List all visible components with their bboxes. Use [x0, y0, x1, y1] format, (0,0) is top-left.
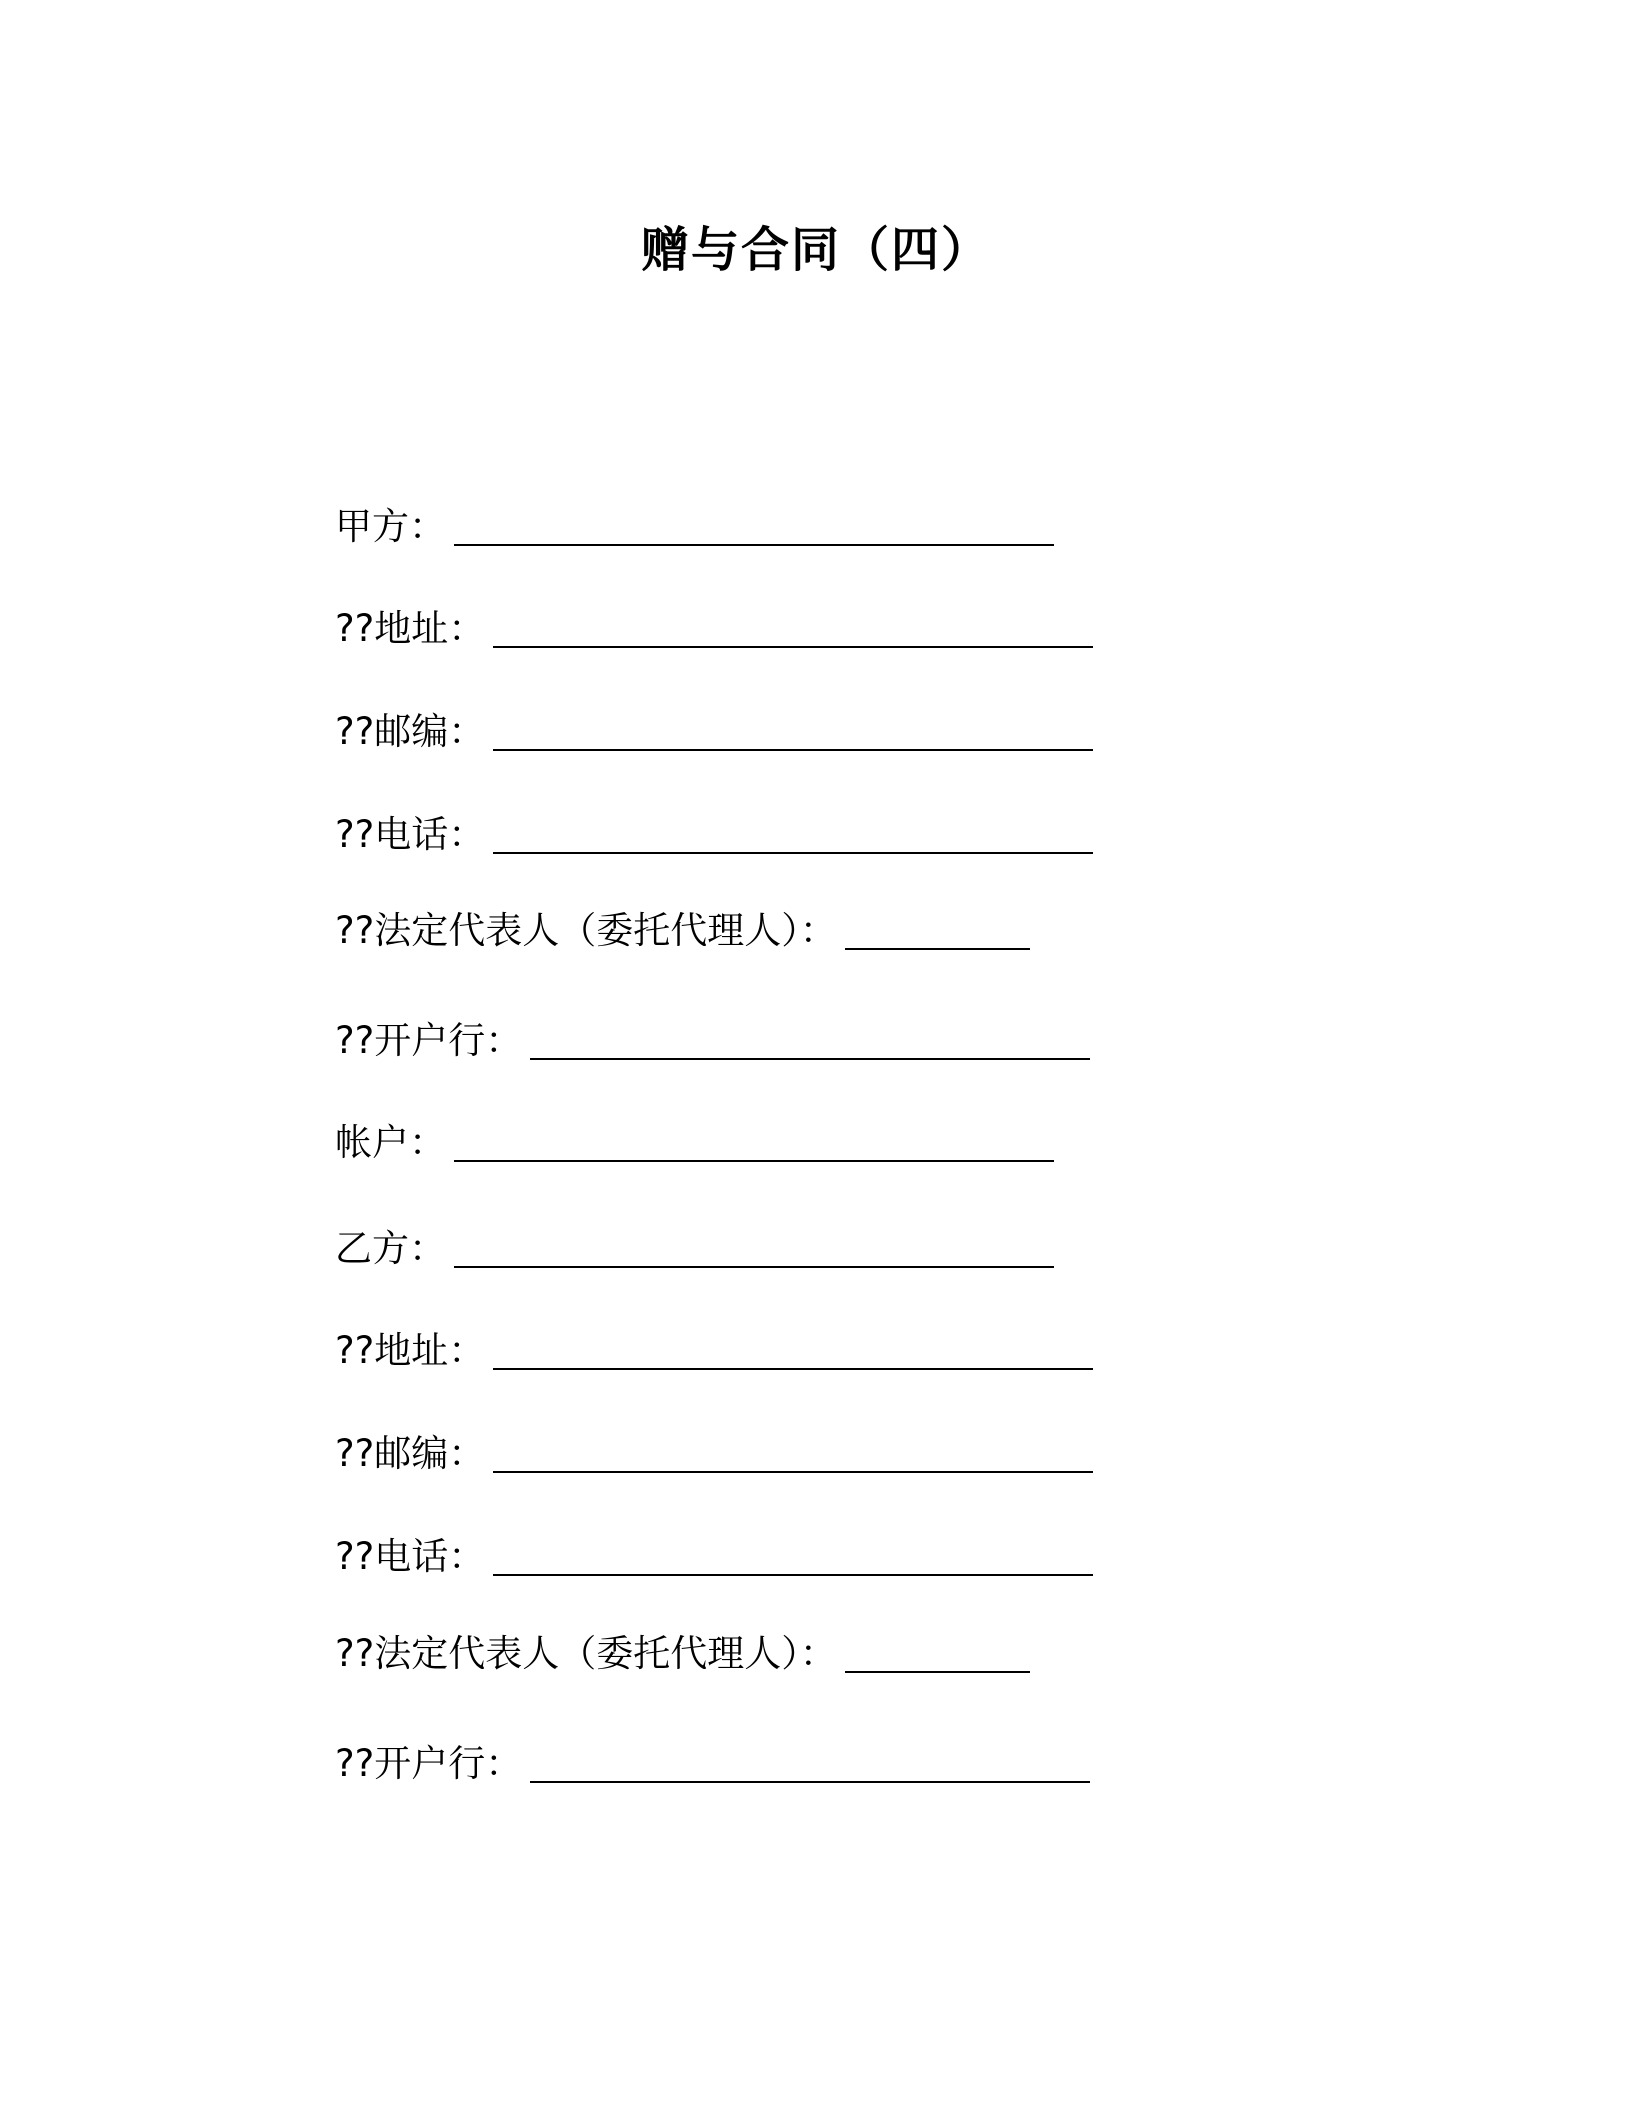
blank-line[interactable]: [845, 1671, 1030, 1673]
field-party-a-postcode: [335, 707, 1093, 757]
blank-line[interactable]: [493, 749, 1093, 751]
field-label: ??电话：: [335, 813, 486, 856]
field-party-a-address: [335, 604, 1093, 654]
blank-line[interactable]: [845, 948, 1030, 950]
document-title: 赠与合同（四）: [640, 222, 991, 278]
field-label: 帐户：: [335, 1121, 446, 1164]
blank-line[interactable]: [530, 1781, 1090, 1783]
blank-line[interactable]: [493, 1471, 1093, 1473]
field-party-a-representative: [335, 906, 1030, 956]
field-party-a-phone: [335, 810, 1093, 860]
field-party-b-phone: [335, 1532, 1093, 1582]
blank-line[interactable]: [454, 544, 1054, 546]
field-label: ??开户行：: [335, 1742, 523, 1785]
blank-line[interactable]: [493, 646, 1093, 648]
field-party-b-name: [335, 1224, 1054, 1274]
blank-line[interactable]: [454, 1266, 1054, 1268]
field-label: ??地址：: [335, 607, 486, 650]
field-label: ??邮编：: [335, 710, 486, 753]
field-label: ??法定代表人（委托代理人）：: [335, 1632, 837, 1675]
field-party-b-representative: [335, 1629, 1030, 1679]
blank-line[interactable]: [493, 1368, 1093, 1370]
field-party-b-address: [335, 1326, 1093, 1376]
field-label: ??地址：: [335, 1329, 486, 1372]
blank-line[interactable]: [493, 852, 1093, 854]
field-label: 甲方：: [335, 505, 446, 548]
field-label: ??法定代表人（委托代理人）：: [335, 909, 837, 952]
field-party-b-bank: [335, 1739, 1090, 1789]
blank-line[interactable]: [454, 1160, 1054, 1162]
field-label: 乙方：: [335, 1227, 446, 1270]
field-label: ??电话：: [335, 1535, 486, 1578]
field-label: ??开户行：: [335, 1019, 523, 1062]
field-party-b-postcode: [335, 1429, 1093, 1479]
field-label: ??邮编：: [335, 1432, 486, 1475]
field-party-a-account: [335, 1118, 1054, 1168]
field-party-a-name: [335, 502, 1054, 552]
blank-line[interactable]: [493, 1574, 1093, 1576]
field-party-a-bank: [335, 1016, 1090, 1066]
blank-line[interactable]: [530, 1058, 1090, 1060]
